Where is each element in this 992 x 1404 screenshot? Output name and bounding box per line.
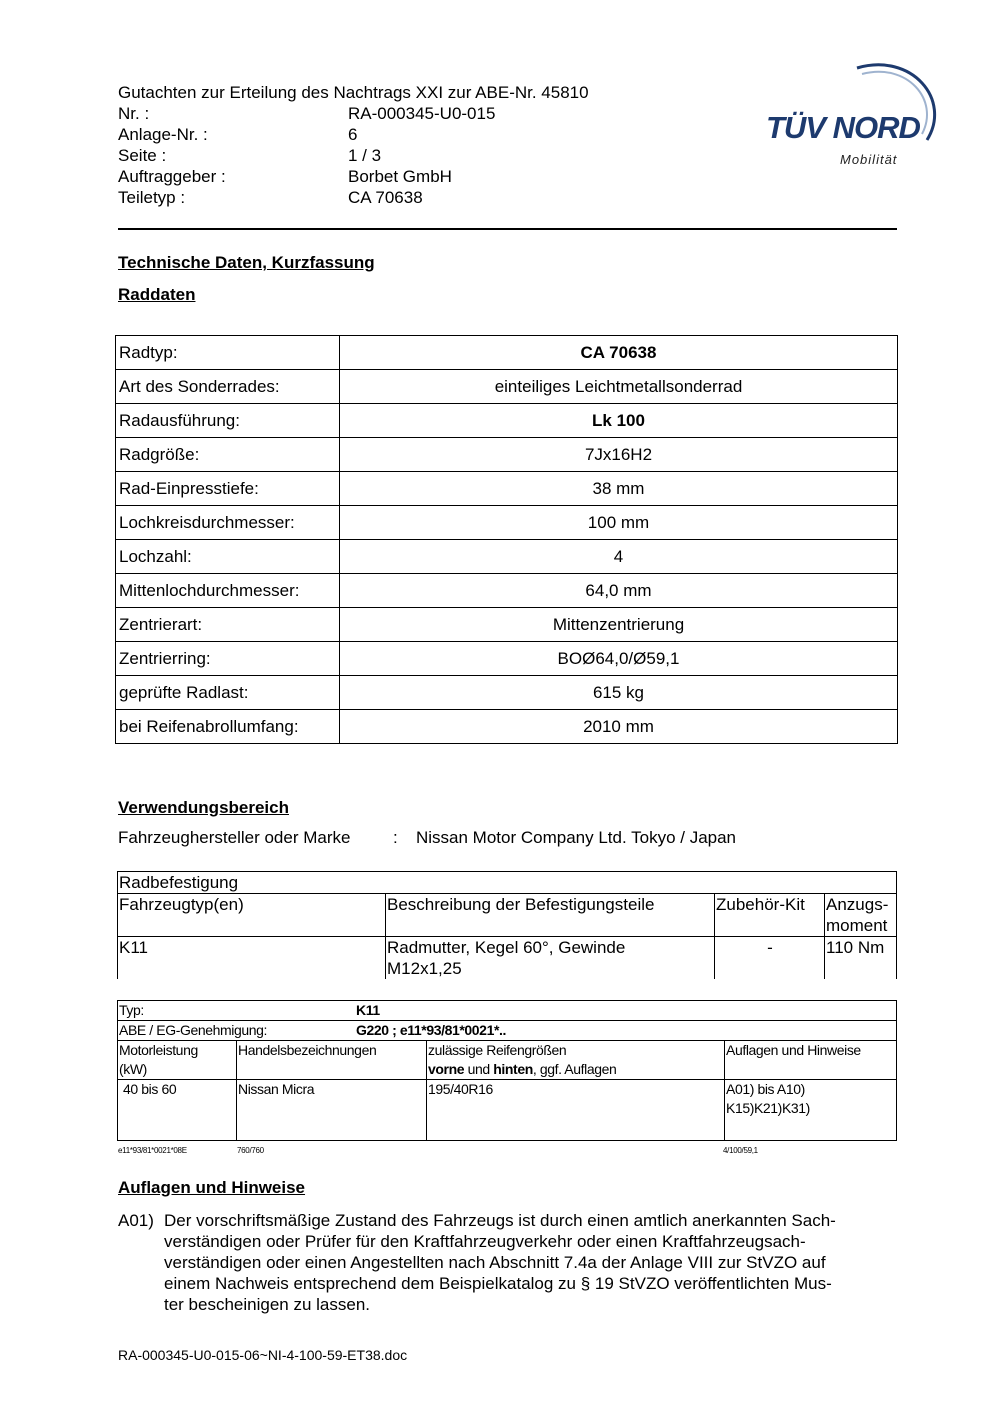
table-row: Radbefestigung	[118, 872, 897, 894]
document-header	[118, 82, 589, 208]
verwendung-title: Verwendungsbereich	[118, 798, 289, 817]
header-row-auftraggeber: Auftraggeber : Borbet GmbH	[118, 167, 452, 186]
table-row: Radausführung: Lk 100	[116, 404, 898, 438]
radbefestigung-table	[117, 871, 897, 979]
tuev-nord-logo	[762, 60, 942, 170]
table-row: 40 bis 60 Nissan Micra 195/40R16 A01) bis A10) K15)K21)K31)	[118, 1080, 897, 1141]
auflagen-title: Auflagen und Hinweise	[118, 1178, 306, 1197]
header-row-seite: Seite : 1 / 3	[118, 146, 382, 165]
table-row: Mittenlochdurchmesser: 64,0 mm	[116, 574, 898, 608]
auflage-a01: A01) Der vorschriftsmäßige Zustand des Fahrzeugs ist durch einen amtlich anerkannten Sach- verständigen oder Prüfer für den Kraftfahrzeugverkehr oder einen Kraftfahrzeugsach- verständigen oder einen Angestellten nach Abschnitt 7.4a der Anlage VIII zur StVZO auf einem Nachweis entsprechend dem Beispielkatalog zu § 19 StVZO veröffentlichten Mus- ter bescheinigen zu lassen.	[118, 1211, 836, 1314]
table-row: Zentrierring: BOØ64,0/Ø59,1	[116, 642, 898, 676]
footer-filename: RA-000345-U0-015-06~NI-4-100-59-ET38.doc	[118, 1347, 408, 1363]
table-row: Lochkreisdurchmesser: 100 mm	[116, 506, 898, 540]
table-row: Typ: K11	[118, 1001, 897, 1021]
table-row: K11 Radmutter, Kegel 60°, Gewinde M12x1,25 - 110 Nm	[118, 937, 897, 980]
table-row: Motorleistung (kW) Handelsbezeichnungen zulässige Reifengrößen vorne und hinten, ggf. Auflagen Auflagen und Hinweise	[118, 1041, 897, 1080]
logo-brand: TÜV NORD	[766, 110, 920, 145]
table-row: Art des Sonderrades: einteiliges Leichtmetallsonderrad	[116, 370, 898, 404]
table-row: bei Reifenabrollumfang: 2010 mm	[116, 710, 898, 744]
table-row: Lochzahl: 4	[116, 540, 898, 574]
hersteller-line: Fahrzeughersteller oder Marke : Nissan Motor Company Ltd. Tokyo / Japan	[118, 828, 737, 847]
small-code-1: e11*93/81*0021*08E	[118, 1146, 187, 1155]
document-title: Gutachten zur Erteilung des Nachtrags XXI zur ABE-Nr. 45810	[118, 83, 589, 102]
table-row: Zentrierart: Mittenzentrierung	[116, 608, 898, 642]
header-row-nr: Nr. : RA-000345-U0-015	[118, 104, 496, 123]
small-code-2: 760/760	[237, 1146, 264, 1155]
raddaten-table	[115, 335, 898, 744]
section-title: Technische Daten, Kurzfassung	[118, 253, 375, 272]
table-row: Radtyp: CA 70638	[116, 336, 898, 370]
table-row: ABE / EG-Genehmigung: G220 ; e11*93/81*0021*..	[118, 1021, 897, 1041]
header-divider	[118, 228, 897, 230]
header-row-anlage: Anlage-Nr. : 6	[118, 125, 358, 144]
table-row: Rad-Einpresstiefe: 38 mm	[116, 472, 898, 506]
raddaten-title: Raddaten	[118, 285, 196, 304]
small-code-3: 4/100/59,1	[723, 1146, 758, 1155]
table-row: Fahrzeugtyp(en) Beschreibung der Befestigungsteile Zubehör-Kit Anzugs- moment	[118, 894, 897, 937]
typ-table	[117, 1000, 897, 1141]
header-row-teiletyp: Teiletyp : CA 70638	[118, 188, 423, 207]
table-row: Radgröße: 7Jx16H2	[116, 438, 898, 472]
table-row: geprüfte Radlast: 615 kg	[116, 676, 898, 710]
logo-subtitle: Mobilität	[840, 152, 898, 167]
